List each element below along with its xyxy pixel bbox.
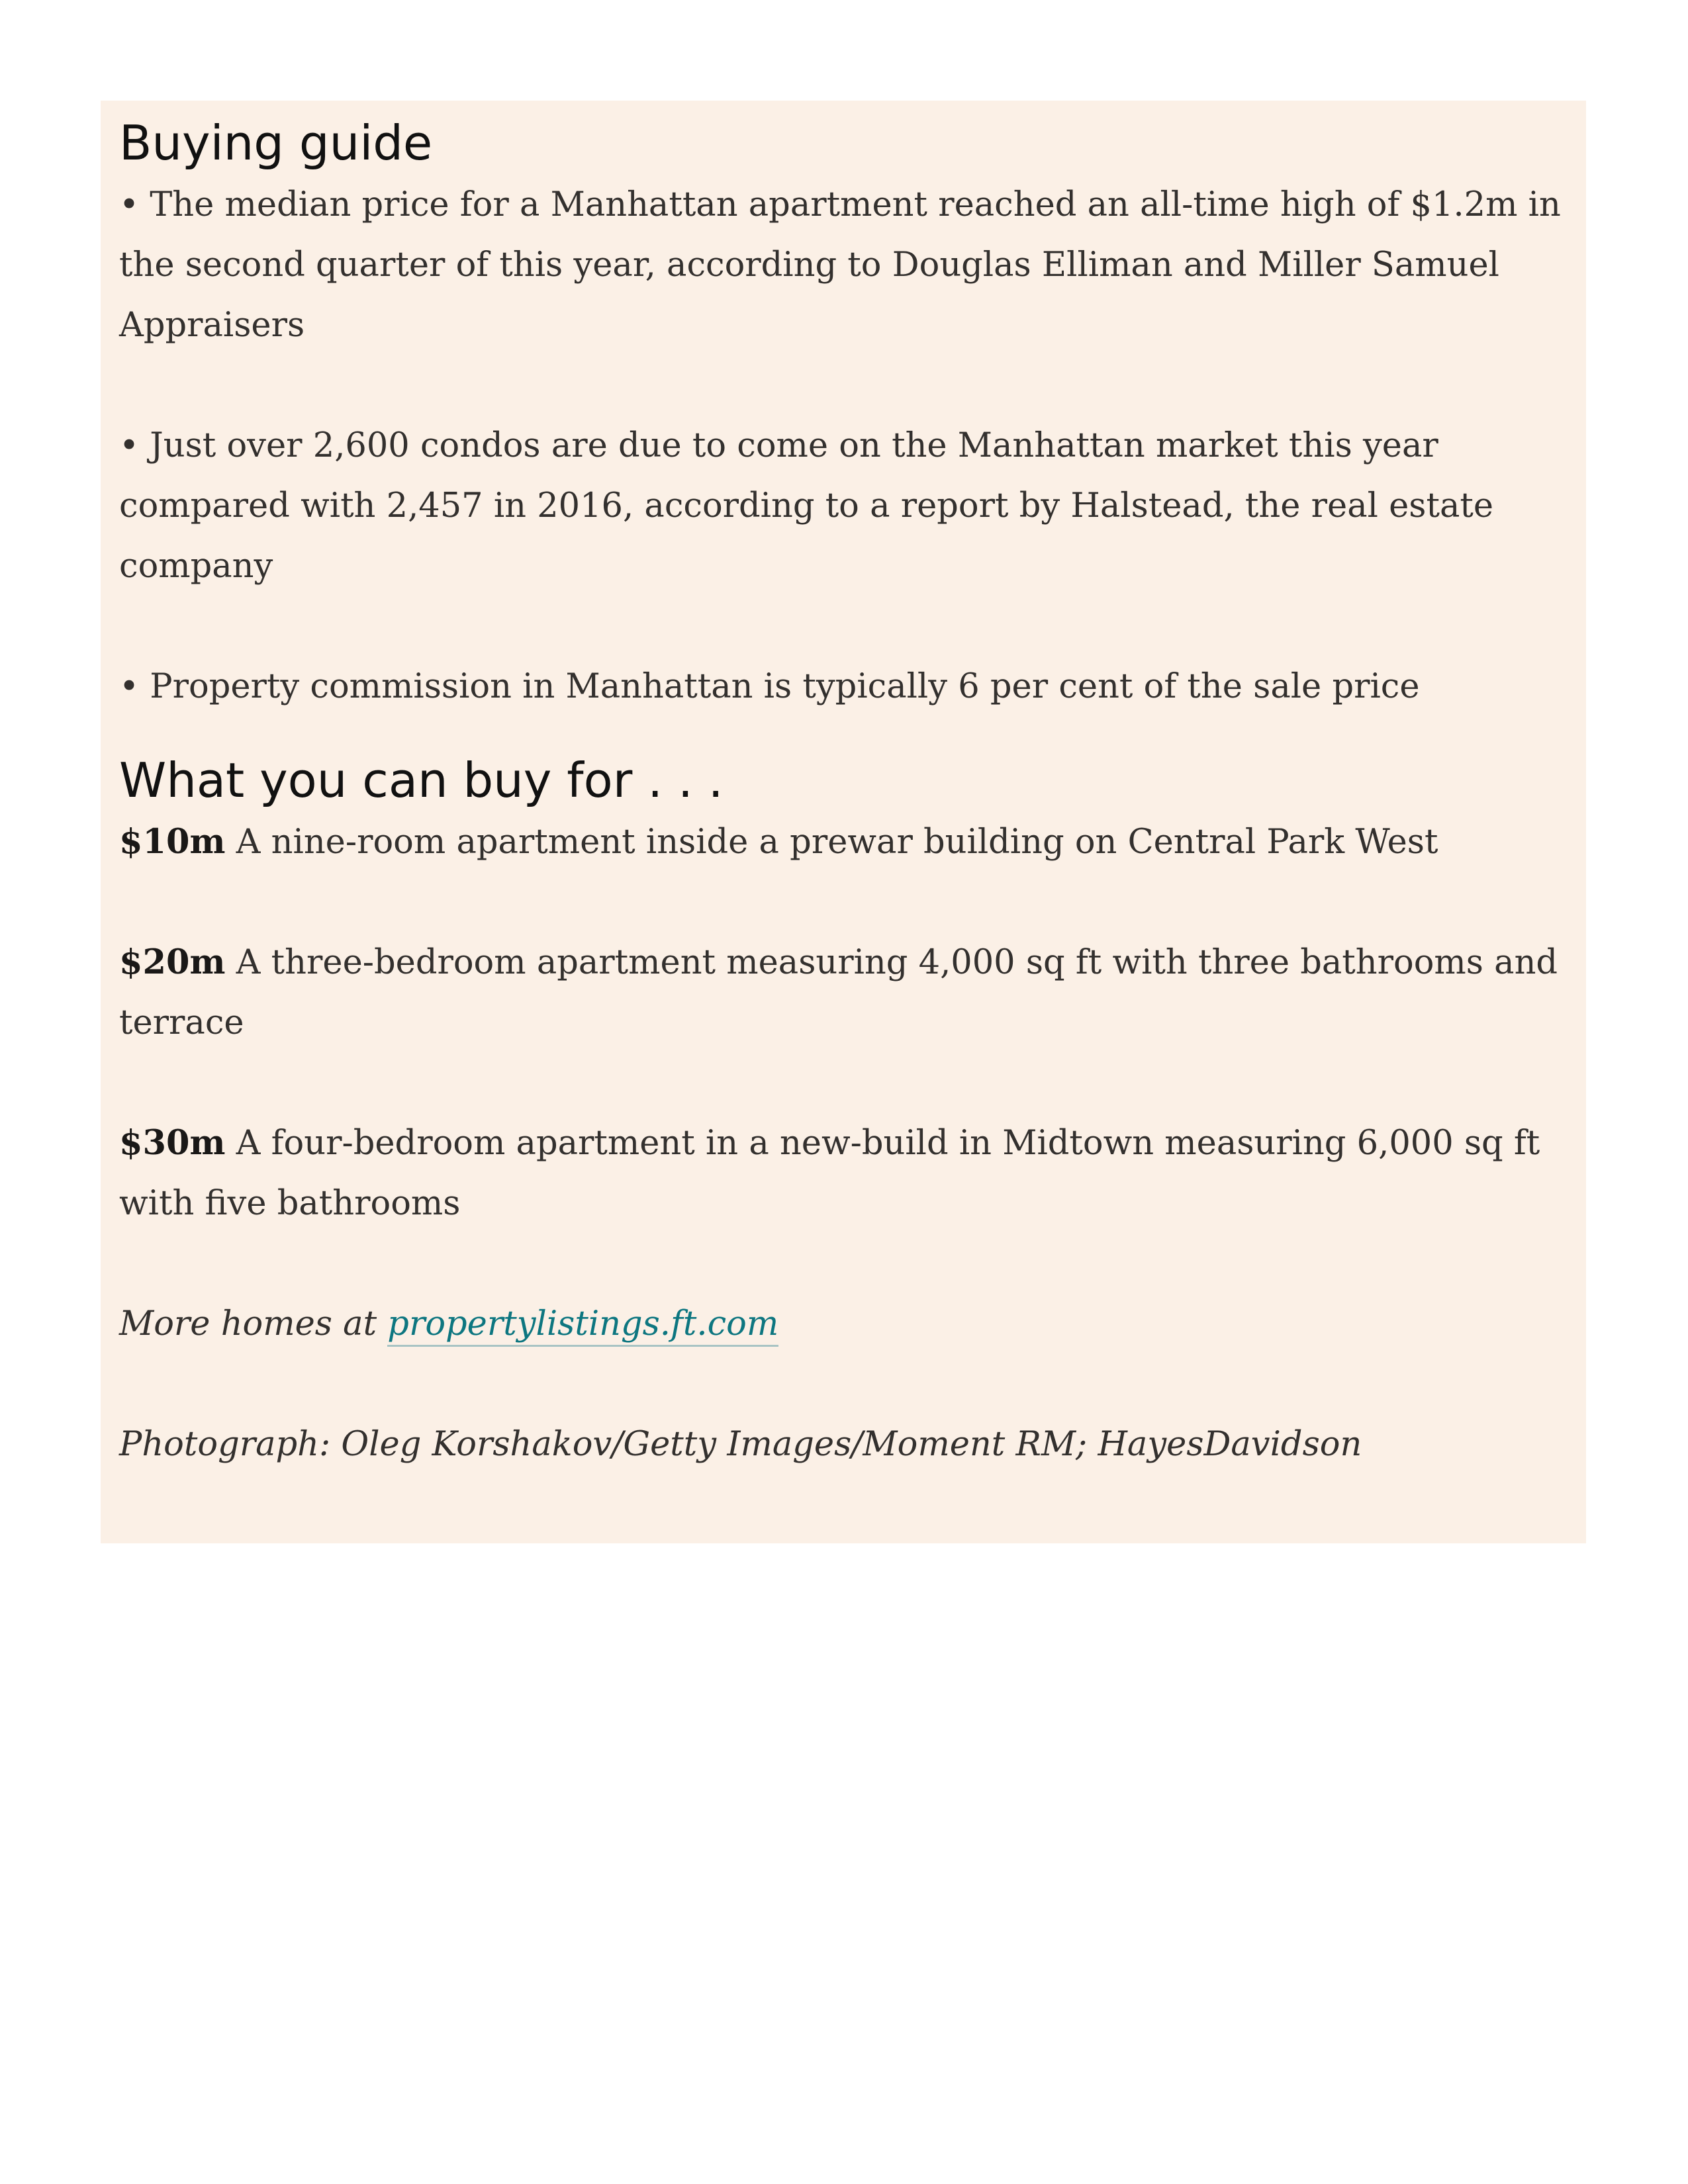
price-description: A nine-room apartment inside a prewar building on Central Park West [225, 823, 1438, 862]
buying-guide-heading: Buying guide [119, 115, 433, 171]
photo-credit: Photograph: Oleg Korshakov/Getty Images/Moment RM; HayesDavidson [119, 1425, 1362, 1464]
price-label: $10m [119, 822, 226, 862]
price-label: $20m [119, 942, 226, 982]
buying-guide-bullet-1: • The median price for a Manhattan apartment reached an all-time high of $1.2m in the second quarter of this year, according to Douglas Elliman and Miller Samuel Appraisers [119, 185, 1561, 345]
price-item [119, 1113, 1568, 1234]
price-item [119, 812, 1568, 872]
property-listings-link[interactable]: propertylistings.ft.com [387, 1304, 778, 1347]
price-label: $30m [119, 1123, 226, 1163]
info-panel [101, 101, 1586, 1543]
price-description: A four-bedroom apartment in a new-build in Midtown measuring 6,000 sq ft with five bathrooms [119, 1124, 1540, 1223]
price-description: A three-bedroom apartment measuring 4,000 sq ft with three bathrooms and terrace [119, 943, 1558, 1042]
more-homes-line [119, 1294, 1568, 1354]
what-you-can-buy-heading: What you can buy for . . . [119, 752, 724, 808]
price-item [119, 933, 1568, 1053]
more-homes-prefix: More homes at [119, 1304, 388, 1343]
buying-guide-bullet-2: • Just over 2,600 condos are due to come on the Manhattan market this year compared with 2,457 in 2016, according to a report by Halstead, the real estate company [119, 426, 1494, 586]
buying-guide-bullet-3: • Property commission in Manhattan is typically 6 per cent of the sale price [119, 667, 1420, 706]
